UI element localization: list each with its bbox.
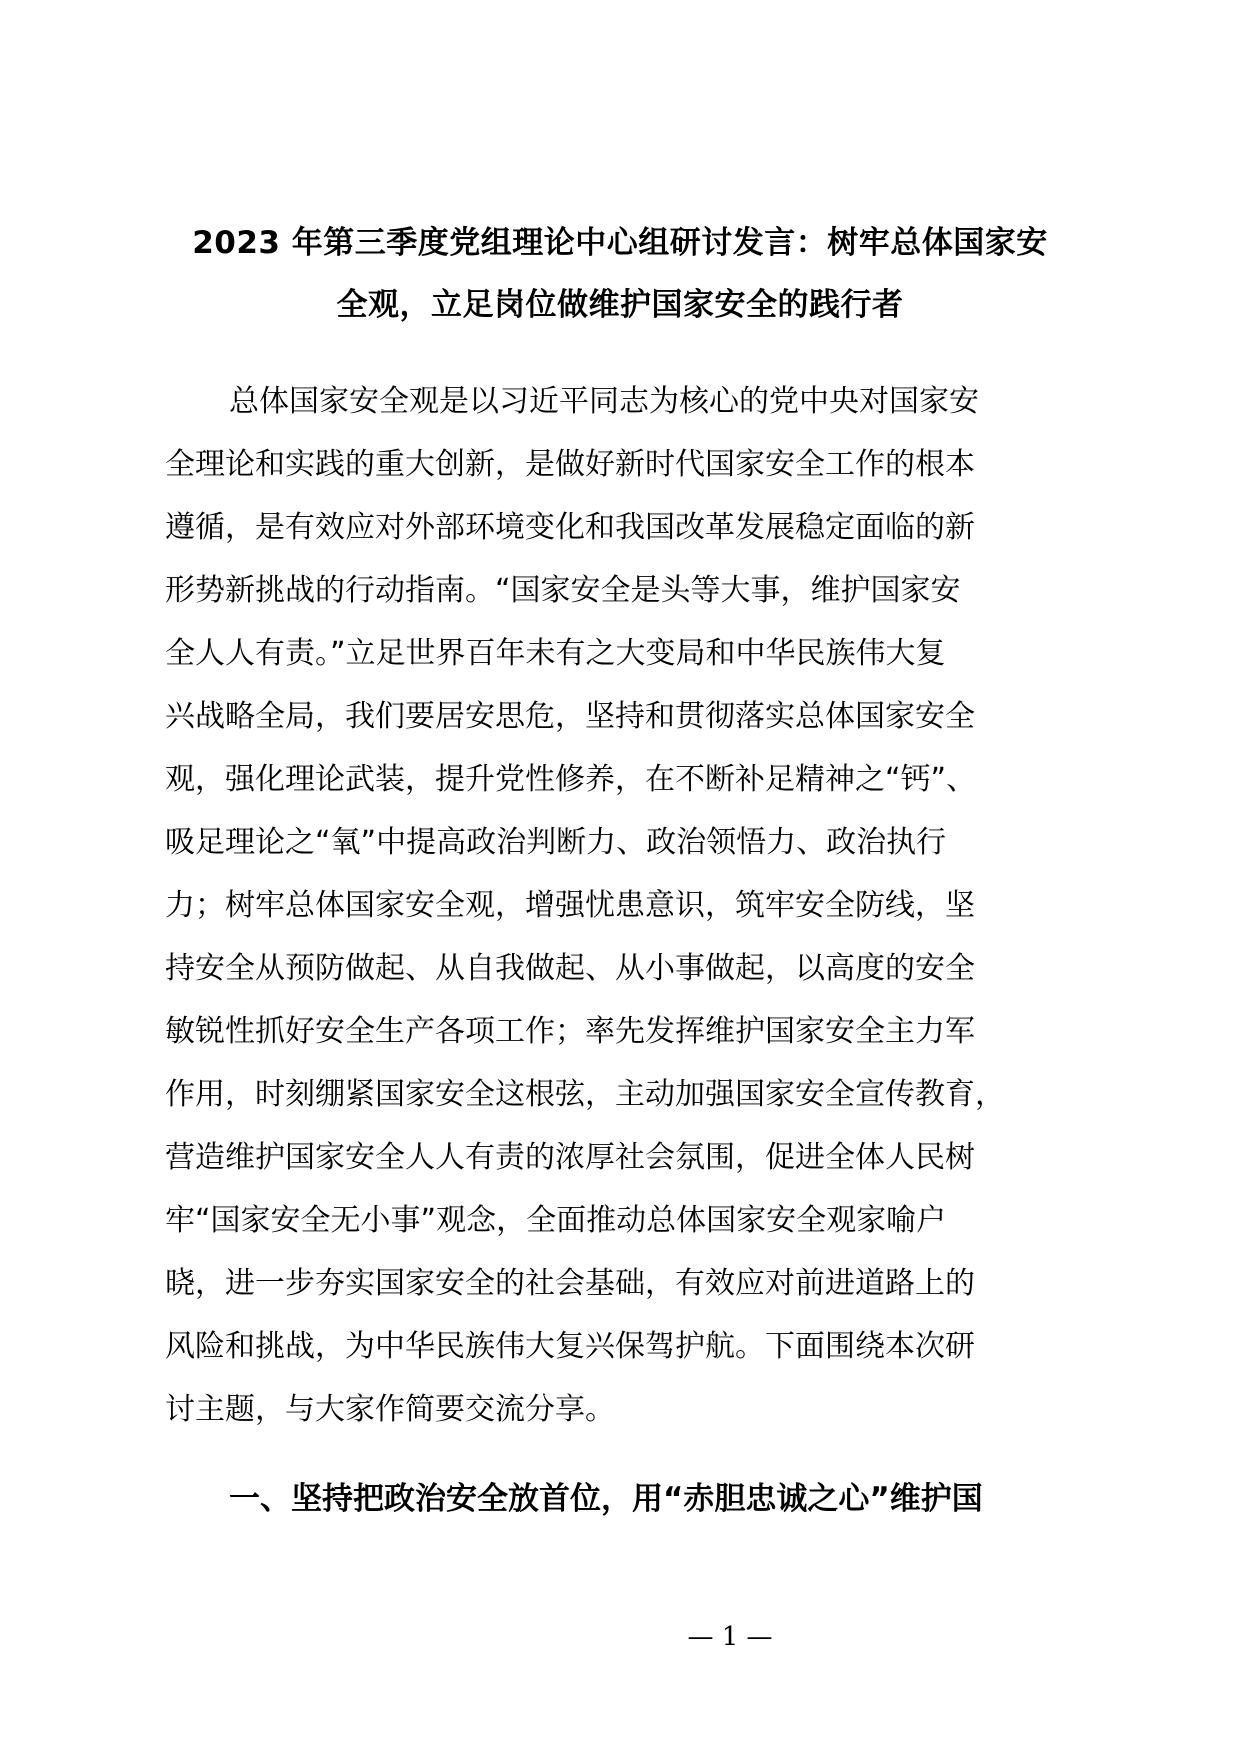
page-number: — 1 — xyxy=(687,1622,773,1652)
body-line: 观，强化理论武装，提升党性修养，在不断补足精神之“钙”、 xyxy=(165,762,977,797)
body-line: 兴战略全局，我们要居安思危，坚持和贯彻落实总体国家安全 xyxy=(165,699,975,734)
body-line: 牢“国家安全无小事”观念，全面推动总体国家安全观家喻户 xyxy=(165,1203,947,1238)
body-line: 持安全从预防做起、从自我做起、从小事做起，以高度的安全 xyxy=(165,951,975,986)
body-line: 营造维护国家安全人人有责的浓厚社会氛围，促进全体人民树 xyxy=(165,1140,975,1175)
body-line: 讨主题，与大家作简要交流分享。 xyxy=(165,1392,615,1427)
body-line: 吸足理论之“氧”中提高政治判断力、政治领悟力、政治执行 xyxy=(165,825,947,860)
body-line: 全理论和实践的重大创新，是做好新时代国家安全工作的根本 xyxy=(165,447,975,482)
title-line-1: 2023 年第三季度党组理论中心组研讨发言：树牢总体国家安 xyxy=(192,225,1048,261)
body-line: 敏锐性抓好安全生产各项工作；率先发挥维护国家安全主力军 xyxy=(165,1014,975,1049)
body-line: 力；树牢总体国家安全观，增强忧患意识，筑牢安全防线，坚 xyxy=(165,888,975,923)
body-line: 作用，时刻绷紧国家安全这根弦，主动加强国家安全宣传教育， xyxy=(165,1077,1005,1112)
section-heading: 一、坚持把政治安全放首位，用“赤胆忠诚之心”维护国 xyxy=(229,1481,983,1517)
title-line-2: 全观，立足岗位做维护国家安全的践行者 xyxy=(336,287,904,323)
body-line: 风险和挑战，为中华民族伟大复兴保驾护航。下面围绕本次研 xyxy=(165,1329,975,1364)
body-line: 遵循，是有效应对外部环境变化和我国改革发展稳定面临的新 xyxy=(165,510,975,545)
body-paragraph xyxy=(165,370,1095,1441)
body-line: 总体国家安全观是以习近平同志为核心的党中央对国家安 xyxy=(229,384,979,419)
body-line: 全人人有责。”立足世界百年未有之大变局和中华民族伟大复 xyxy=(165,636,946,671)
body-line: 晓，进一步夯实国家安全的社会基础，有效应对前进道路上的 xyxy=(165,1266,975,1301)
body-line: 形势新挑战的行动指南。“国家安全是头等大事，维护国家安 xyxy=(165,573,961,608)
document-title xyxy=(160,212,1080,336)
